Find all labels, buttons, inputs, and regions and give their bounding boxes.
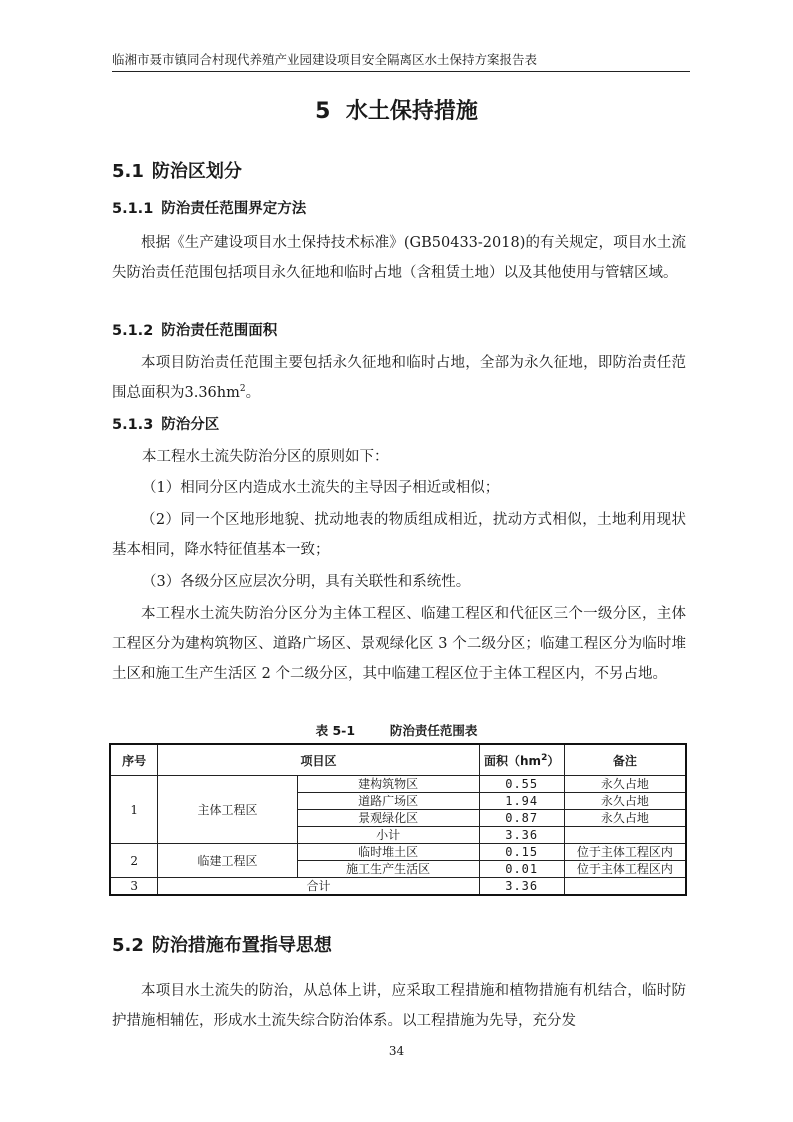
section-5-1-3-heading (112, 415, 219, 435)
section-title: 防治责任范围界定方法 (161, 201, 307, 217)
chapter-title-text: 水土保持措施 (345, 99, 478, 124)
total-value: 3.36 (479, 878, 564, 896)
responsibility-scope-table (109, 743, 687, 896)
total-no: 3 (110, 878, 158, 896)
header-divider (112, 71, 690, 72)
section-5-1-1-heading (112, 199, 306, 219)
table-total-row (110, 878, 686, 896)
superscript: 2 (239, 384, 246, 395)
chapter-number: 5 (315, 99, 331, 124)
header-note: 备注 (564, 744, 686, 776)
sub-area: 小计 (297, 827, 479, 844)
chapter-title (0, 98, 793, 126)
scope-area-text: 本项目防治责任范围主要包括永久征地和临时占地，全部为永久征地，即防治责任范围总面积为3.36hm (112, 355, 686, 401)
group-name: 主体工程区 (158, 776, 297, 844)
section-title: 防治措施布置指导思想 (151, 935, 332, 956)
paragraph-guidance: 本项目水土流失的防治，从总体上讲，应采取工程措施和植物措施有机结合，临时防护措施相辅佐，形成水土流失综合防治体系。以工程措施为先导，充分发 (112, 983, 686, 1029)
section-5-1-heading (112, 160, 242, 184)
area-value: 0.87 (479, 810, 564, 827)
zoning-principle-1: （1）相同分区内造成水土流失的主导因子相近或相似； (142, 480, 500, 496)
section-number: 5.1 (112, 161, 144, 182)
running-header: 临湘市聂市镇同合村现代养殖产业园建设项目安全隔离区水土保持方案报告表 (112, 52, 538, 67)
table-row (110, 844, 686, 861)
header-size (479, 744, 564, 776)
total-label: 合计 (158, 878, 479, 896)
area-value: 0.15 (479, 844, 564, 861)
group-name: 临建工程区 (158, 844, 297, 878)
table-row (110, 776, 686, 793)
section-number: 5.1.2 (112, 323, 154, 339)
sub-area: 施工生产生活区 (297, 861, 479, 878)
sub-area: 景观绿化区 (297, 810, 479, 827)
section-number: 5.1.1 (112, 201, 154, 217)
header-no: 序号 (110, 744, 158, 776)
note-cell: 永久占地 (564, 793, 686, 810)
paragraph-scope-area (112, 348, 686, 408)
section-title: 防治区划分 (151, 161, 242, 182)
note-cell: 位于主体工程区内 (564, 861, 686, 878)
note-cell: 位于主体工程区内 (564, 844, 686, 861)
header-area: 项目区 (158, 744, 479, 776)
paragraph-scope-method: 根据《生产建设项目水土保持技术标准》(GB50433-2018)的有关规定，项目水土流失防治责任范围包括项目永久征地和临时占地（含租赁土地）以及其他使用与管辖区域。 (112, 235, 686, 281)
section-5-1-2-heading (112, 321, 277, 341)
section-title: 防治分区 (161, 417, 220, 433)
zoning-summary: 本工程水土流失防治分区分为主体工程区、临建工程区和代征区三个一级分区，主体工程区分为建构筑物区、道路广场区、景观绿化区 3 个二级分区；临建工程区分为临时堆土区和施工生产生活区 2 个二级分区，其中临建工程区位于主体工程区内，不另占地。 (112, 606, 686, 682)
zoning-intro: 本工程水土流失防治分区的原则如下： (142, 449, 389, 465)
superscript: 2 (541, 752, 548, 763)
sub-area: 临时堆土区 (297, 844, 479, 861)
section-title: 防治责任范围面积 (161, 323, 278, 339)
table-header-row (110, 744, 686, 776)
group-no: 2 (110, 844, 158, 878)
page-number: 34 (388, 1044, 405, 1058)
area-value: 1.94 (479, 793, 564, 810)
zoning-principle-2: （2）同一个区地形地貌、扰动地表的物质组成相近，扰动方式相似，土地利用现状基本相同，降水特征值基本一致； (112, 512, 686, 558)
area-value: 0.55 (479, 776, 564, 793)
group-no: 1 (110, 776, 158, 844)
section-5-2-heading (112, 934, 332, 958)
scope-area-end: 。 (245, 385, 261, 401)
note-cell: 永久占地 (564, 776, 686, 793)
header-size-text: 面积（hm (484, 753, 542, 768)
zoning-principle-3: （3）各级分区应层次分明，具有关联性和系统性。 (142, 574, 471, 590)
section-number: 5.1.3 (112, 417, 154, 433)
sub-area: 建构筑物区 (297, 776, 479, 793)
note-cell: 永久占地 (564, 810, 686, 827)
area-value: 3.36 (479, 827, 564, 844)
sub-area: 道路广场区 (297, 793, 479, 810)
section-number: 5.2 (112, 935, 144, 956)
note-cell (564, 827, 686, 844)
table-caption: 表 5-1 防治责任范围表 (315, 723, 478, 738)
area-value: 0.01 (479, 861, 564, 878)
header-size-close: ） (547, 753, 560, 768)
total-note (564, 878, 686, 896)
